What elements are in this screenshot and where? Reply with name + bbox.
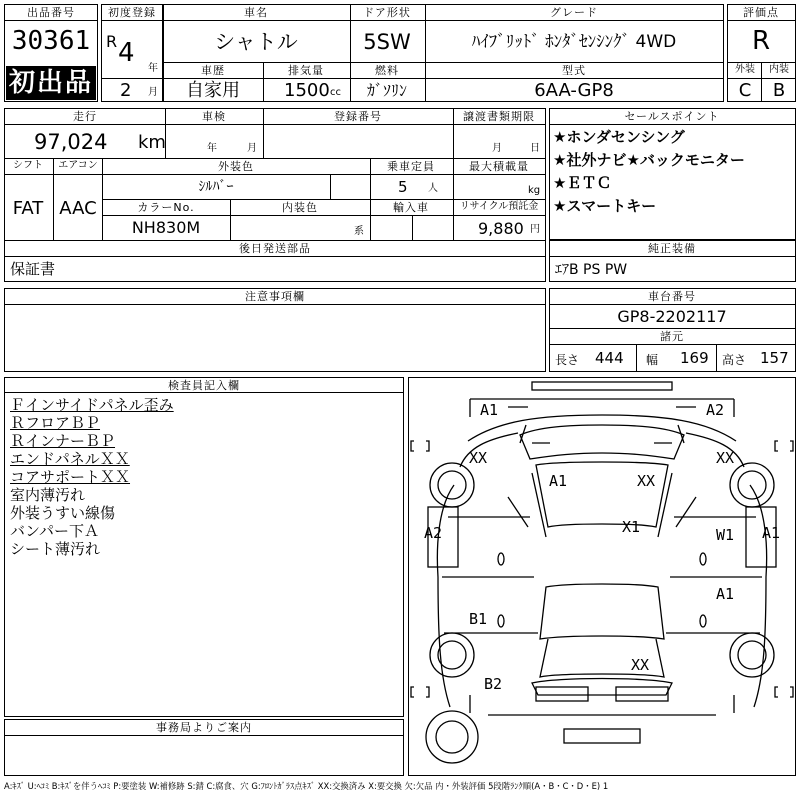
office-label: 事務局よりご案内 bbox=[156, 721, 252, 734]
sales-point-item: ★社外ナビ★バックモニター bbox=[553, 151, 745, 169]
inspector-line: エンドパネルＸＸ bbox=[10, 450, 130, 468]
damage-mark: XX bbox=[469, 449, 488, 467]
capacity-label: 乗車定員 bbox=[387, 160, 435, 173]
recycle-unit: 円 bbox=[530, 224, 540, 235]
interior-label: 内装 bbox=[769, 64, 789, 75]
car-name: シャトル bbox=[214, 30, 298, 54]
car-history: 自家用 bbox=[186, 80, 240, 101]
length-label: 長さ bbox=[555, 353, 580, 367]
inspector-line: 外装うすい線傷 bbox=[10, 504, 116, 522]
load-unit: kg bbox=[528, 185, 541, 196]
lot-number: 30361 bbox=[11, 26, 91, 56]
dimensions-label: 諸元 bbox=[660, 330, 684, 343]
capacity-unit: 人 bbox=[428, 183, 438, 194]
width-label: 幅 bbox=[646, 353, 659, 367]
score-label: 評価点 bbox=[743, 6, 779, 19]
load-label: 最大積載量 bbox=[469, 160, 529, 173]
damage-mark: XX bbox=[631, 656, 650, 674]
inspection-label: 車検 bbox=[202, 110, 226, 123]
damage-mark: A1 bbox=[549, 472, 568, 490]
car-name-label: 車名 bbox=[244, 6, 268, 19]
history-label: 車歴 bbox=[201, 64, 225, 77]
model-code: 6AA-GP8 bbox=[534, 80, 614, 101]
ac-label: エアコン bbox=[58, 160, 98, 171]
inspector-line: シート薄汚れ bbox=[10, 540, 101, 558]
damage-mark: XX bbox=[716, 449, 735, 467]
chassis-number: GP8-2202117 bbox=[617, 307, 727, 326]
equipment-label: 純正装備 bbox=[648, 242, 696, 255]
grade-label: グレード bbox=[550, 6, 598, 19]
sales-point-item: ★ホンダセンシング bbox=[553, 128, 685, 146]
import-label: 輸入車 bbox=[393, 201, 429, 214]
inspector-line: 室内薄汚れ bbox=[10, 486, 86, 504]
sales-points-label: セールスポイント bbox=[624, 110, 720, 123]
inspector-line: バンパー下Ａ bbox=[10, 522, 99, 540]
fuel: ｶﾞｿﾘﾝ bbox=[366, 81, 408, 100]
score: R bbox=[751, 26, 771, 56]
first-listing-badge: 初出品 bbox=[6, 66, 96, 100]
inspection-year-unit: 年 bbox=[207, 143, 217, 154]
fuel-label: 燃料 bbox=[375, 64, 399, 77]
color-label: 外装色 bbox=[218, 160, 254, 173]
color-no-label: カラーNo. bbox=[137, 201, 195, 214]
length: 444 bbox=[595, 349, 624, 367]
damage-mark: A1 bbox=[762, 524, 781, 542]
transfer-month-unit: 月 bbox=[492, 143, 502, 154]
height-label: 高さ bbox=[722, 353, 747, 367]
displacement-label: 排気量 bbox=[288, 64, 324, 77]
displacement-unit: cc bbox=[330, 87, 341, 98]
inspection-month-unit: 月 bbox=[247, 143, 257, 154]
year-unit: 年 bbox=[148, 63, 158, 74]
inspector-line: ＲインナーＢＰ bbox=[10, 432, 116, 450]
color-no: NH830M bbox=[131, 218, 201, 237]
registration-year: 4 bbox=[118, 38, 135, 68]
sales-point-item: ★スマートキー bbox=[553, 197, 657, 215]
mileage-label: 走行 bbox=[73, 110, 97, 123]
exterior-color: ｼﾙﾊﾞｰ bbox=[198, 179, 234, 195]
lot-number-label: 出品番号 bbox=[27, 6, 75, 19]
notes-label: 注意事項欄 bbox=[245, 290, 305, 303]
damage-mark: XX bbox=[637, 472, 656, 490]
grade: ﾊｲﾌﾞﾘｯﾄﾞ ﾎﾝﾀﾞｾﾝｼﾝｸﾞ 4WD bbox=[471, 32, 677, 52]
legend: A:ｷｽﾞ U:ﾍｺﾐ B:ｷｽﾞを伴うﾍｺﾐ P:要塗装 W:補修跡 S:錆 C:腐食、穴 G:ﾌﾛﾝﾄｶﾞﾗｽ点ｷｽﾞ XX:交換済み X:要交換 欠:欠品 内・外装評価 5段階ﾗﾝｸ順(A・B・C・D・E) 1 bbox=[4, 781, 609, 791]
interior-grade: B bbox=[772, 80, 786, 101]
interior-color-unit: 系 bbox=[354, 226, 364, 237]
equipment-value: ｴｱB PS PW bbox=[555, 262, 628, 278]
damage-mark: W1 bbox=[716, 526, 735, 544]
shift-label: シフト bbox=[13, 160, 43, 171]
damage-mark: A2 bbox=[424, 524, 443, 542]
width: 169 bbox=[680, 349, 709, 367]
damage-mark: X1 bbox=[622, 518, 641, 536]
shift: FAT bbox=[12, 198, 44, 219]
model-label: 型式 bbox=[562, 64, 586, 77]
era: R bbox=[106, 32, 118, 51]
car-diagram bbox=[408, 377, 796, 776]
door-label: ドア形状 bbox=[363, 6, 411, 19]
mileage-unit: km bbox=[138, 132, 166, 153]
height: 157 bbox=[760, 349, 789, 367]
inspector-line: Ｆインサイドパネル歪み bbox=[10, 396, 174, 414]
later-parts-label: 後日発送部品 bbox=[239, 242, 311, 255]
inspector-line: コアサポートＸＸ bbox=[10, 468, 131, 486]
month-unit: 月 bbox=[148, 87, 158, 98]
interior-color-label: 内装色 bbox=[282, 201, 318, 214]
door-type: 5SW bbox=[363, 30, 411, 54]
transfer-day-unit: 日 bbox=[530, 143, 540, 154]
first-registration-label: 初度登録 bbox=[108, 6, 156, 19]
inspector-label: 検査員記入欄 bbox=[168, 379, 240, 392]
chassis-label: 車台番号 bbox=[648, 290, 696, 303]
recycle-fee: 9,880 bbox=[478, 219, 524, 238]
sales-point-item: ★ＥＴＣ bbox=[553, 174, 612, 192]
registration-month: 2 bbox=[120, 80, 132, 101]
recycle-label: リサイクル預託金 bbox=[459, 201, 539, 212]
inspector-line: ＲフロアＢＰ bbox=[10, 414, 101, 432]
exterior-grade: C bbox=[738, 80, 752, 101]
mileage: 97,024 bbox=[34, 130, 108, 154]
damage-mark: B1 bbox=[469, 610, 488, 628]
plate-label: 登録番号 bbox=[334, 110, 382, 123]
damage-mark: A1 bbox=[480, 401, 499, 419]
transfer-label: 譲渡書類期限 bbox=[463, 110, 535, 123]
capacity: 5 bbox=[398, 178, 408, 196]
displacement: 1500 bbox=[284, 80, 330, 101]
exterior-label: 外装 bbox=[735, 64, 755, 75]
ac: AAC bbox=[59, 198, 97, 219]
damage-mark: A2 bbox=[706, 401, 725, 419]
damage-mark: A1 bbox=[716, 585, 735, 603]
later-parts: 保証書 bbox=[10, 260, 56, 278]
damage-mark: B2 bbox=[484, 675, 503, 693]
